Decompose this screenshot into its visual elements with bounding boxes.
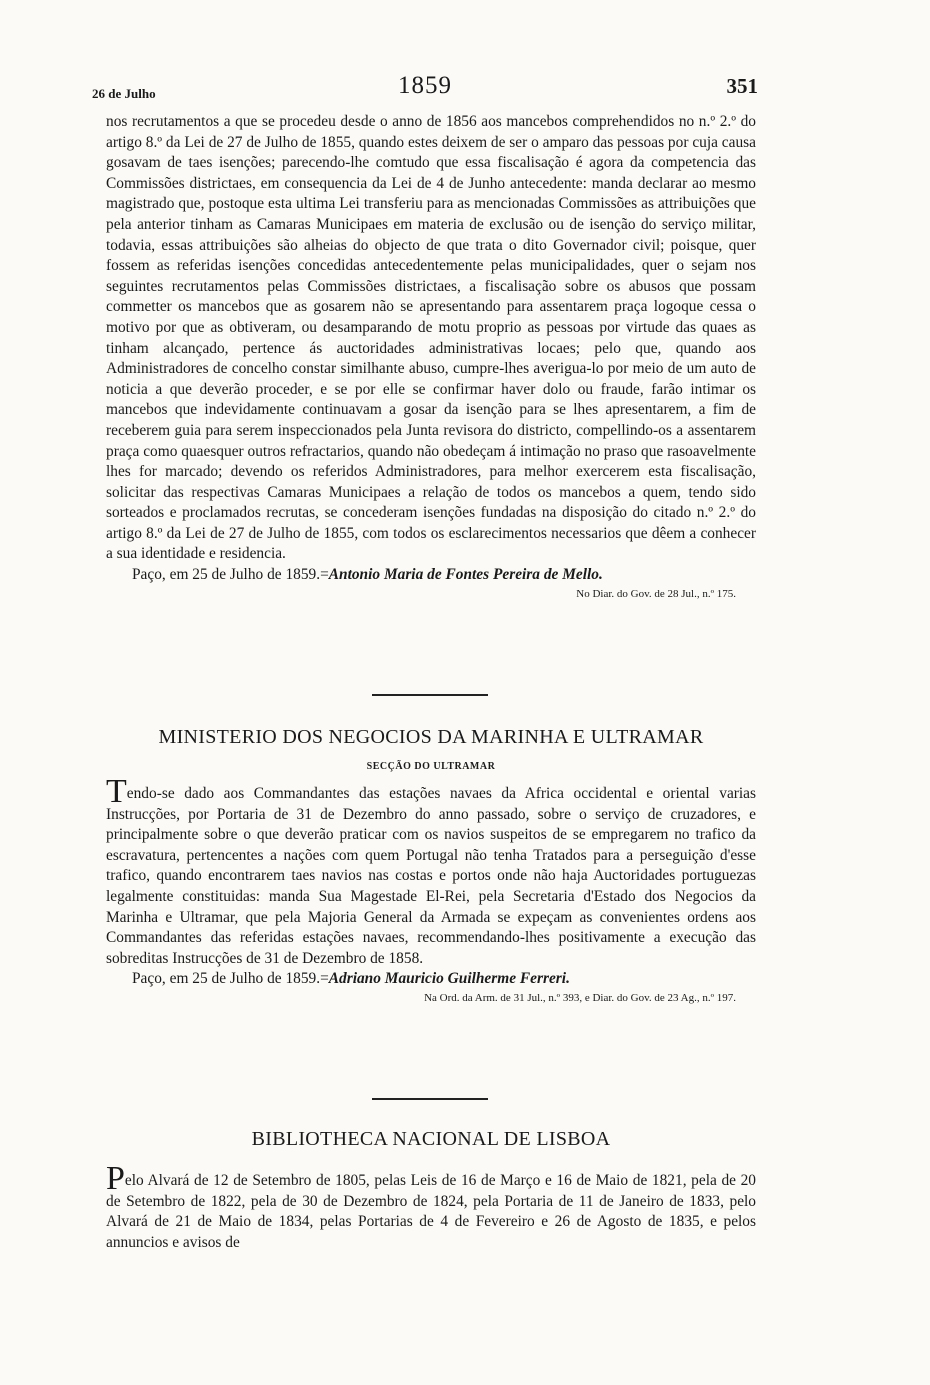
signature-line: Paço, em 25 de Julho de 1859.=Adriano Mauricio Guilherme Ferreri. bbox=[132, 970, 570, 988]
signature-date: Paço, em 25 de Julho de 1859. bbox=[132, 970, 321, 988]
signature-name: Antonio Maria de Fontes Pereira de Mello. bbox=[328, 566, 603, 584]
body-paragraph: nos recrutamentos a que se procedeu desde o anno de 1856 aos mancebos comprehendidos no n.º 2.º do artigo 8.º da Lei de 27 de Julho de 1855, quando estes deixem de ser o amparo das pessoas por cuja causa gosavam de taes isenções; parecendo-lhe comtudo que essa fiscalisação é agora da competencia das Commissões districtaes, em consequencia da Lei de 4 de Junho antecedente: manda declarar ao mesmo magistrado que, postoque esta ultima Lei transferiu para as mencionadas Commissões as attribuições que pela anterior tinham as Camaras Municipaes em materia de exclusão ou de isenção do serviço militar, todavia, essas attribuições são alheias do objecto de que trata o dito Governador civil; poisque, quer fossem as referidas isenções concedidas antecedentemente pelas municipalidades, quer o sejam nos seguintes recrutamentos pelas Commissões districtaes, a fiscalisação sobre os abusos que possam commetter os mancebos que as gosarem não se apresentando para assentarem praça logoque cessa o motivo por que as obtiveram, ou desamparando de motu proprio as pessoas por virtude das quaes as tinham alcançado, pertence ás auctoridades administrativas locaes; pelo que, quando aos Administradores de concelho constar similhante abuso, cumpre-lhes averigua-lo por meio de um auto de noticia a que deverão proceder, e se por elle se confirmar haver dolo ou fraude, farão intimar os mancebos que indevidamente continuavam a gosar da isenção para se lhes apresentarem, a fim de receberem guia para serem inspeccionados pela Junta revisora do districto, compellindo-os a assentarem praça como quaesquer outros refractarios, quando não obedeçam á intimação no praso que rasoavelmente lhes for marcado; devendo os referidos Administradores, para melhor exercerem esta fiscalisação, solicitar das respectivas Camaras Municipaes a relação de todos os mancebos a quem, tendo sido sorteados e proclamados recrutas, se concederam isenções fundadas na disposição do citado n.º 2.º do artigo 8.º da Lei de 27 de Julho de 1855, com todos os esclarecimentos necessarios que dêem a conhecer a sua identidade e residencia. bbox=[106, 113, 756, 563]
drop-cap: T bbox=[106, 773, 127, 810]
section-marinha bbox=[106, 726, 756, 1004]
body-paragraph bbox=[106, 773, 756, 969]
section-subheading: SECÇÃO DO ULTRAMAR bbox=[366, 761, 496, 772]
source-citation: No Diar. do Gov. de 28 Jul., n.º 175. bbox=[576, 587, 736, 600]
section-heading: BIBLIOTHECA NACIONAL DE LISBOA bbox=[251, 1128, 611, 1150]
paragraph-text: endo-se dado aos Commandantes das estações navaes da Africa occidental e oriental varias Instrucções, por Portaria de 31 de Dezembro do anno passado, sobre o serviço de cruzadores, e principalmente sobre o que deverão praticar com os navios suspeitos de se empregarem no trafico da escravatura, pertencentes a nações com quem Portugal não tenha Tratados para a perseguição d'esse trafico, quando encontrarem taes navios nas costas e portos onde não haja Auctoridades portuguezas legalmente constituidas: manda Sua Magestade El-Rei, pela Secretaria d'Estado dos Negocios da Marinha e Ultramar, que pela Majoria General da Armada se expeçam as convenientes ordens aos Commandantes das referidas estações navaes, recommendando-lhes positivamente a execução das sobreditas Instrucções de 31 de Dezembro de 1858. bbox=[106, 785, 756, 967]
page-number: 351 bbox=[726, 74, 758, 98]
section-divider bbox=[372, 1098, 488, 1100]
signature-date: Paço, em 25 de Julho de 1859. bbox=[132, 566, 321, 584]
signature-line: Paço, em 25 de Julho de 1859.=Antonio Maria de Fontes Pereira de Mello. bbox=[132, 566, 603, 584]
header-year: 1859 bbox=[398, 72, 452, 99]
paragraph-text: elo Alvará de 12 de Setembro de 1805, pelas Leis de 16 de Março e 16 de Maio de 1821, pela de 20 de Setembro de 1822, pela de 30 de Dezembro de 1824, pela Portaria de 11 de Janeiro de 1833, pelo Alvará de 21 de Maio de 1834, pelas Portarias de 4 de Fevereiro e 26 de Agosto de 1835, e pelos annuncios e avisos de bbox=[106, 1172, 756, 1251]
page-header bbox=[92, 72, 758, 106]
drop-cap: P bbox=[106, 1160, 125, 1197]
section-recruitment bbox=[106, 112, 756, 600]
section-biblioteca bbox=[106, 1128, 756, 1253]
signature-name: Adriano Mauricio Guilherme Ferreri. bbox=[328, 970, 570, 988]
source-citation: Na Ord. da Arm. de 31 Jul., n.º 393, e Diar. do Gov. de 23 Ag., n.º 197. bbox=[424, 991, 736, 1004]
section-heading: MINISTERIO DOS NEGOCIOS DA MARINHA E ULTRAMAR bbox=[158, 726, 704, 748]
body-paragraph bbox=[106, 1160, 756, 1253]
section-divider bbox=[372, 694, 488, 696]
header-date: 26 de Julho bbox=[92, 86, 156, 101]
